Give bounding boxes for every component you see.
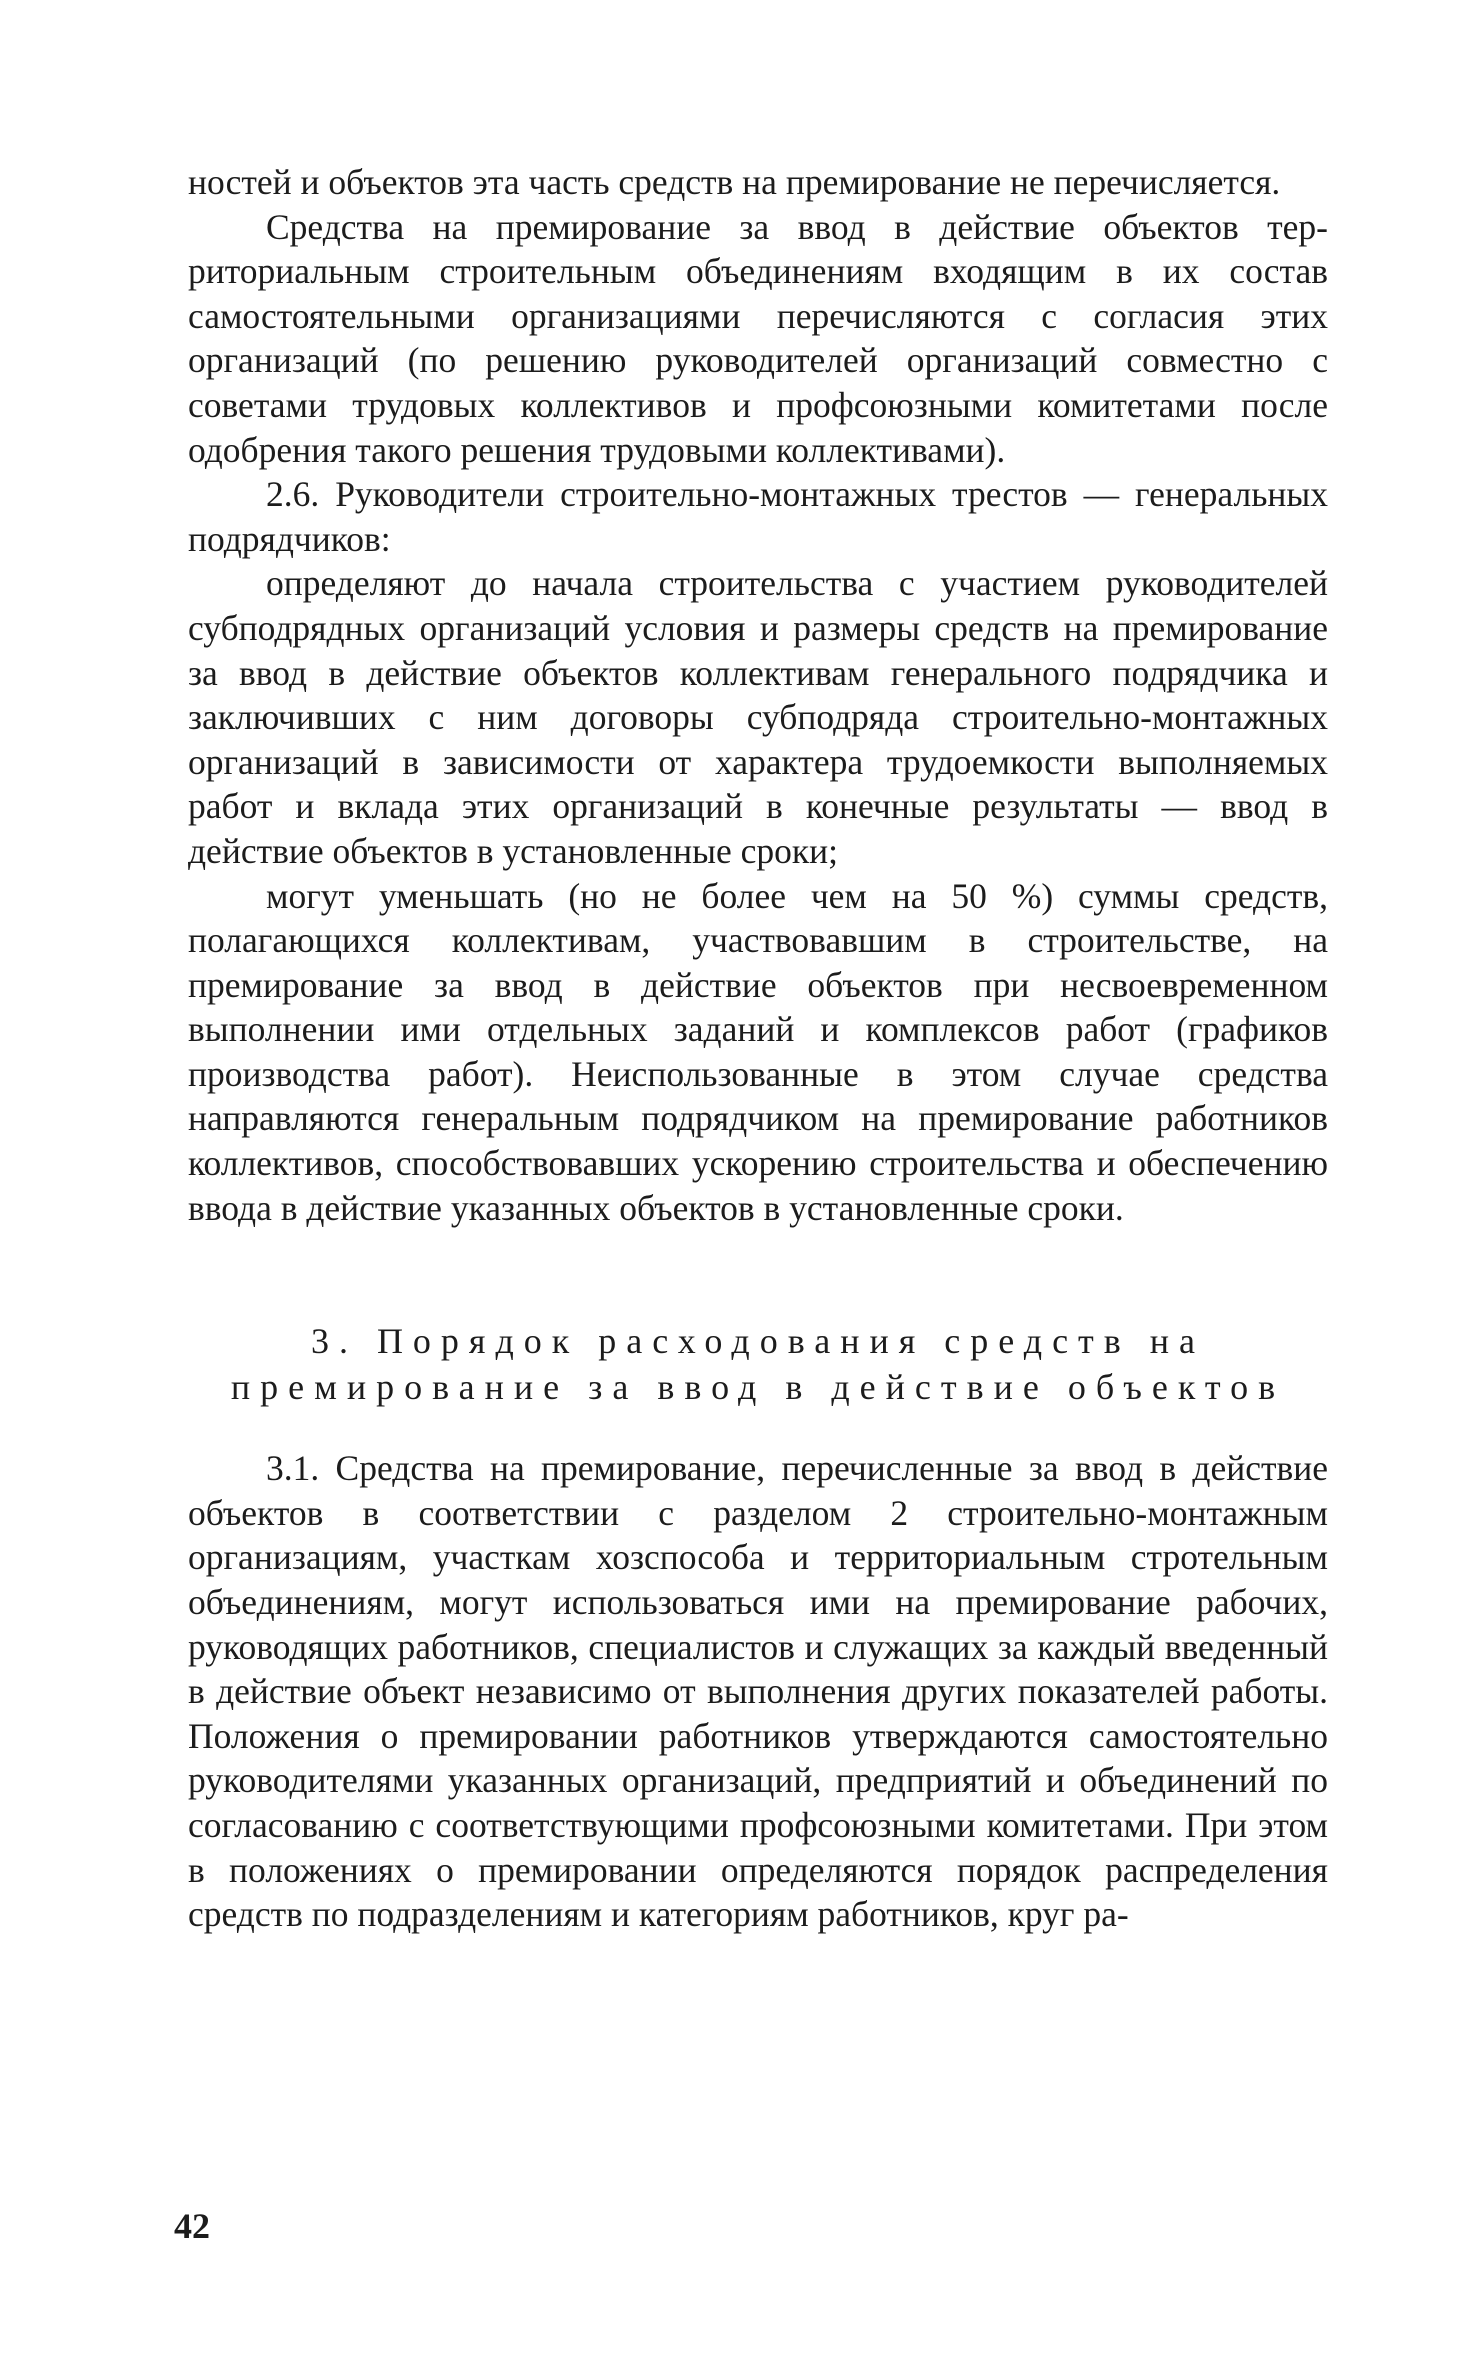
paragraph-2-6: 2.6. Руководители строительно-монтажных трестов — генеральных подрядчиков: [188, 474, 1328, 559]
paragraph-may-reduce: могут уменьшать (но не более чем на 50 %) суммы средств, полагающихся коллективам, участвовавшим в строительстве, на премирование за ввод в действие объектов при несвоевременном выполнении ими отдельных заданий и комплексов работ (графиков производства работ). Неиспользованные в этом случае средства направляются генеральным подрядчиком на премирование работников коллективов, способствовавших ускорению строительства и обеспечению ввода в действие указанных объектов в установленные сроки. [188, 875, 1328, 1228]
page-number: 42 [174, 2206, 210, 2246]
section-3-heading [188, 1318, 1328, 1410]
section-heading-line-1: 3. Порядок расходования средств на [310, 1321, 1206, 1362]
paragraph-territorial-associations: Средства на премирование за ввод в действие объектов территориальным строительным объединениям входящим в их состав самостоятельными организациями перечисляются с согласия этих организаций (по решению руководителей организаций совместно с советами трудовых коллективов и профсоюзными комитетами после одобрения такого решения трудовыми коллективами). [188, 206, 1328, 470]
paragraph-define-conditions: определяют до начала строительства с участием руководителей субподрядных организаций условия и размеры средств на премирование за ввод в действие объектов коллективам генерального подрядчика и заключивших с ним договоры субподряда строительно-монтажных организаций в зависимости от характера трудоемкости выполняемых работ и вклада этих организаций в конечные результаты — ввод в действие объектов в установленные сроки; [188, 563, 1328, 871]
paragraph-continuation: ностей и объектов эта часть средств на премирование не перечисляется. [188, 162, 1281, 202]
document-page [188, 160, 1328, 1937]
section-heading-line-2: премирование за ввод в действие объектов [230, 1367, 1286, 1408]
paragraph-3-1: 3.1. Средства на премирование, перечисленные за ввод в действие объектов в соответствии с разделом 2 строительно-монтажным организациям, участкам хозспособа и территориальным стротельным объединениям, могут использоваться ими на премирование рабочих, руководящих работников, специалистов и служащих за каждый введенный в действие объект независимо от выполнения других показателей работы. Положения о премировании работников утверждаются самостоятельно руководителями указанных организаций, предприятий и объединений по согласованию с соответствующими профсоюзными комитетами. При этом в положениях о премировании определяются порядок распределения средств по подразделениям и категориям работников, круг ра- [188, 1448, 1328, 1935]
